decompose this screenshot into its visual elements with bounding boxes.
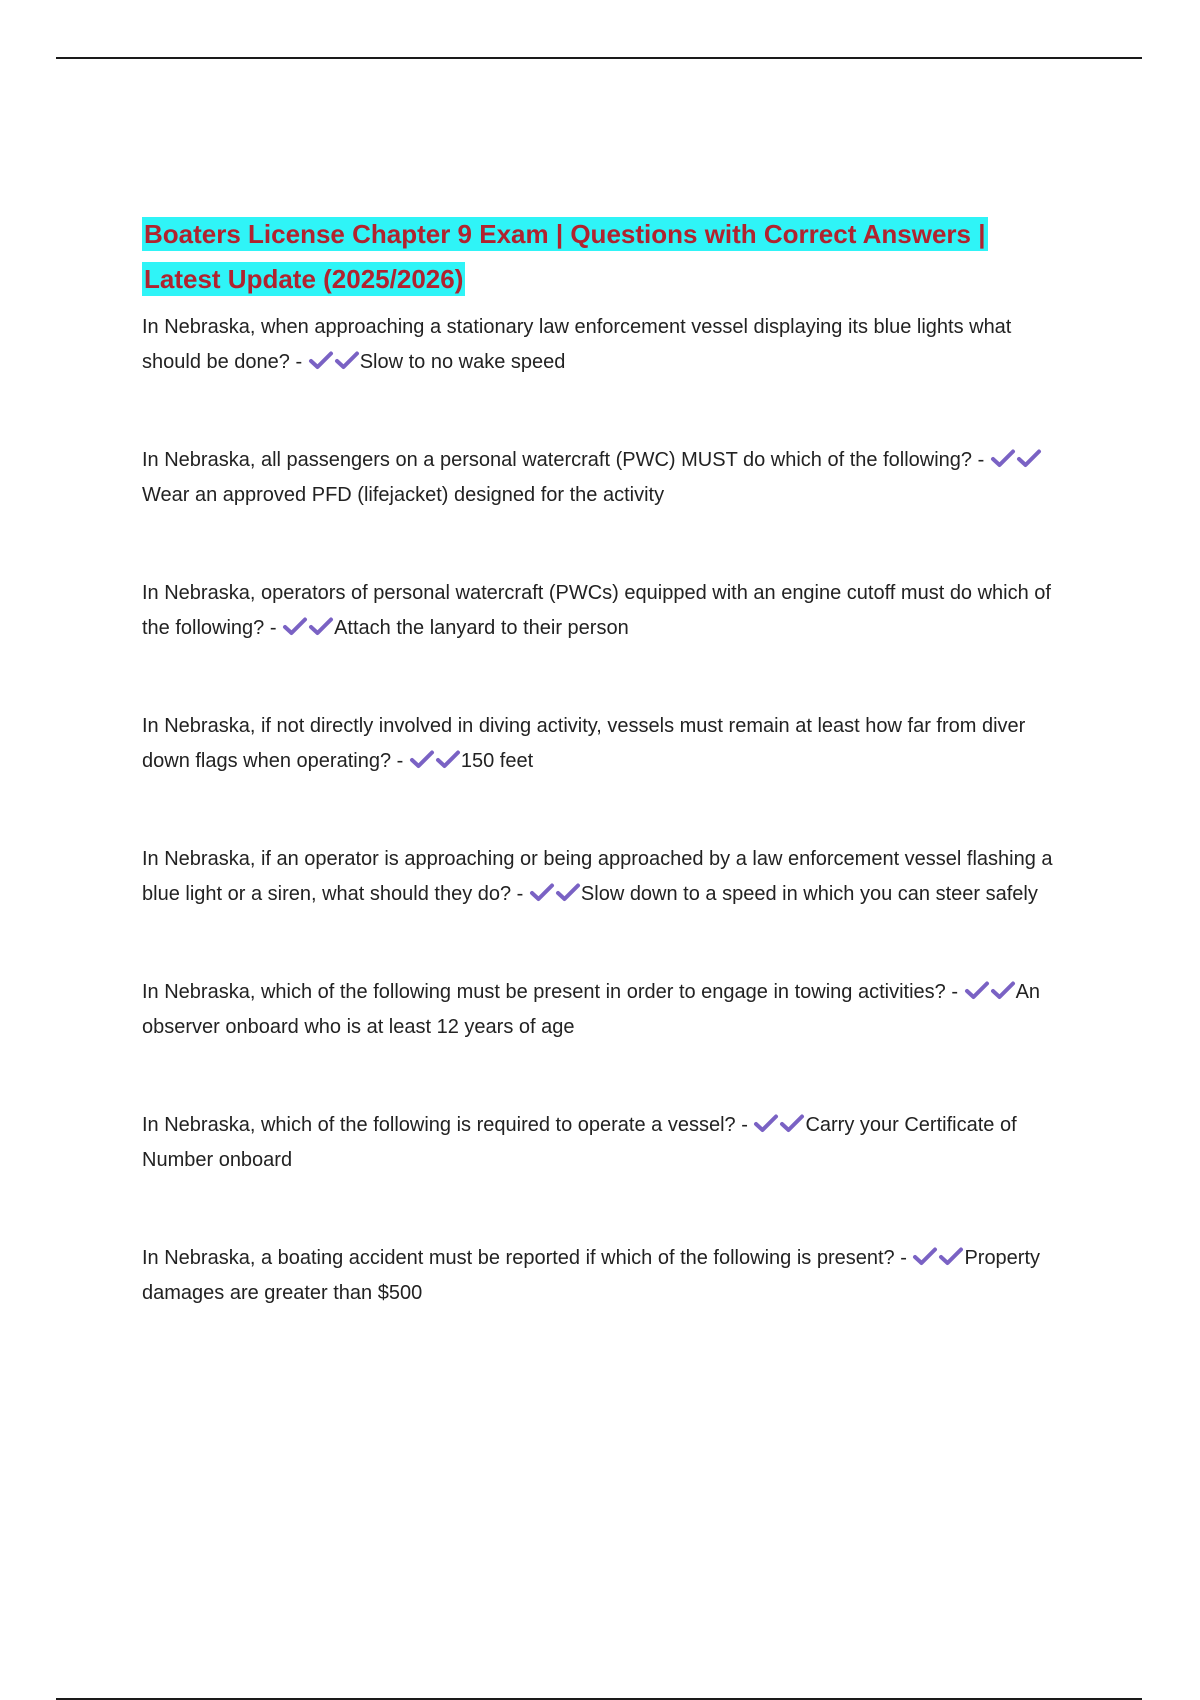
check-icon [334,350,360,370]
check-icon [435,749,461,769]
item-spacer [142,380,1062,443]
check-icon [990,980,1016,1000]
question-text: In Nebraska, which of the following must be present in order to engage in towing activities? - [142,981,958,1003]
answer-text: Property damages are greater than $500 [142,1247,1041,1304]
check-icon [282,616,308,636]
question-text: In Nebraska, if not directly involved in diving activity, vessels must remain at least how far from diver down flags when operating? - [142,715,1026,772]
qa-item [142,975,1062,1045]
document-title [142,212,1062,302]
check-icon [409,749,435,769]
question-text: In Nebraska, operators of personal watercraft (PWCs) equipped with an engine cutoff must do which of the following? - [142,582,1051,639]
question-text: In Nebraska, all passengers on a personal watercraft (PWC) MUST do which of the following? - [142,449,985,471]
check-icon [779,1113,805,1133]
qa-item [142,709,1062,779]
qa-list [142,310,1062,1311]
check-icon [555,882,581,902]
question-text: In Nebraska, when approaching a stationary law enforcement vessel displaying its blue lights what should be done? - [142,316,1012,373]
item-spacer [142,1178,1062,1241]
document-body [142,212,1062,1311]
answer-text: Carry your Certificate of Number onboard [142,1114,1017,1171]
qa-item [142,443,1062,513]
question-text: In Nebraska, a boating accident must be reported if which of the following is present? - [142,1247,907,1269]
answer-text: Wear an approved PFD (lifejacket) designed for the activity [142,484,665,506]
check-icon [990,448,1016,468]
check-icon [753,1113,779,1133]
item-spacer [142,779,1062,842]
item-spacer [142,912,1062,975]
check-icon [938,1246,964,1266]
qa-item [142,576,1062,646]
check-icon [1016,448,1042,468]
title-highlight: Boaters License Chapter 9 Exam | Questions with Correct Answers | Latest Update (2025/2026) [144,219,986,294]
question-text: In Nebraska, if an operator is approaching or being approached by a law enforcement vessel flashing a blue light or a siren, what should they do? - [142,848,1053,905]
answer-text: An observer onboard who is at least 12 years of age [142,981,1041,1038]
check-icon [308,350,334,370]
question-text: In Nebraska, which of the following is required to operate a vessel? - [142,1114,748,1136]
answer-text: Slow down to a speed in which you can steer safely [580,883,1038,905]
qa-item [142,1108,1062,1178]
answer-text: Attach the lanyard to their person [334,617,629,639]
check-icon [964,980,990,1000]
item-spacer [142,1045,1062,1108]
qa-item [142,842,1062,912]
item-spacer [142,513,1062,576]
qa-item [142,310,1062,380]
answer-text: Slow to no wake speed [359,351,566,373]
qa-item [142,1241,1062,1311]
item-spacer [142,646,1062,709]
check-icon [912,1246,938,1266]
check-icon [529,882,555,902]
check-icon [308,616,334,636]
top-rule [56,57,1142,59]
answer-text: 150 feet [460,750,534,772]
